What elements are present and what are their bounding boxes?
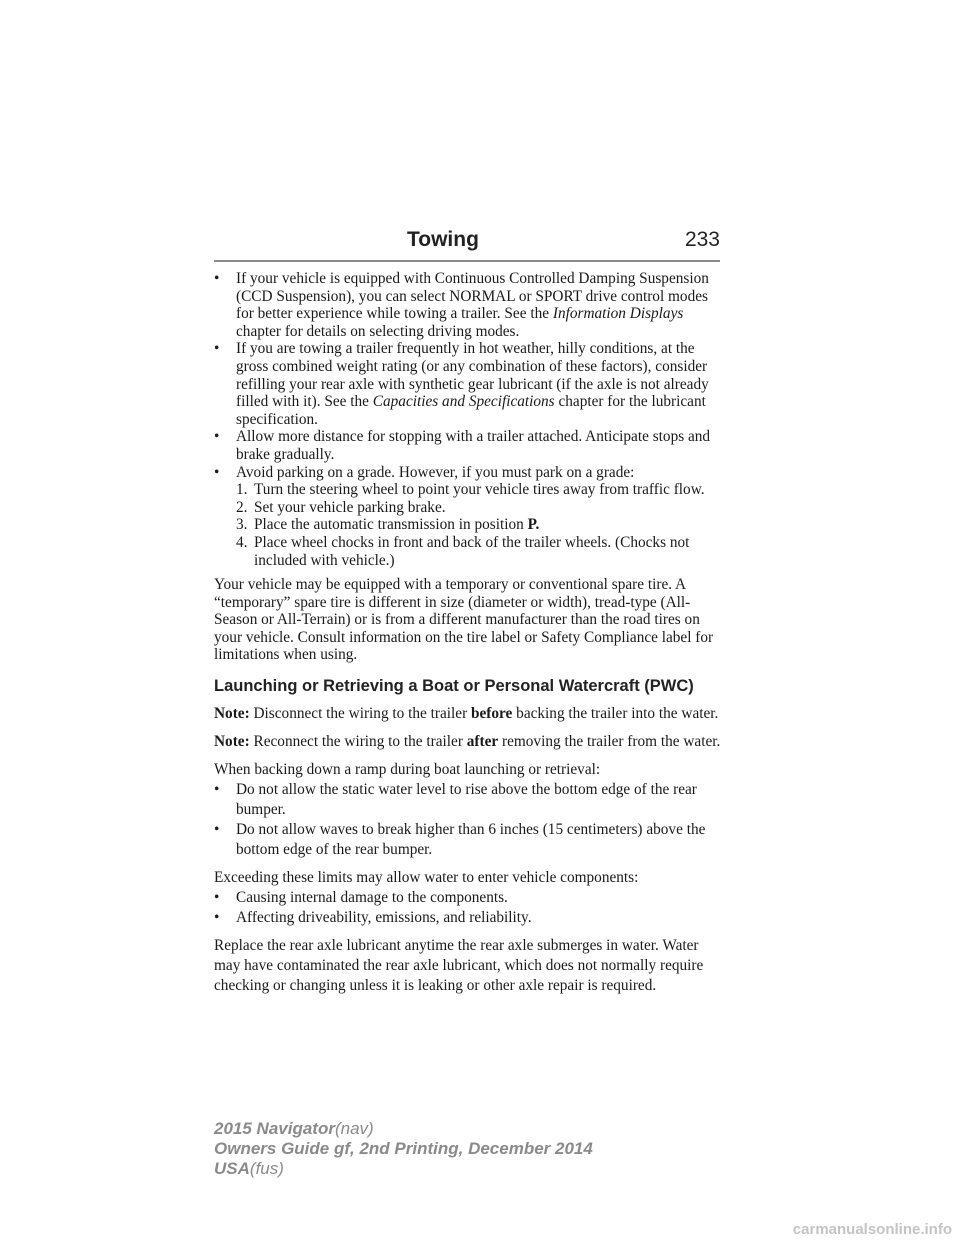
bullet-icon: •	[214, 821, 220, 839]
list-item: • If you are towing a trailer frequently in hot weather, hilly conditions, at the gross combined weight rating (or any combination of these factors), consider refilling your rear axle with synthetic gear lubricant (if the axle is not already filled with it). See the Capacities and Specifications chapter for the lubricant specification.	[214, 340, 709, 428]
page-content	[214, 270, 722, 996]
page-footer	[214, 1119, 593, 1179]
ramp-intro: When backing down a ramp during boat launching or retrieval:	[214, 761, 601, 779]
limits-list	[214, 888, 722, 928]
list-item: • Affecting driveability, emissions, and reliability.	[214, 909, 532, 927]
axle-paragraph: Replace the rear axle lubricant anytime the rear axle submerges in water. Water may have contaminated the rear axle lubricant, which does not normally require checking or changing unless it is leaking or other axle repair is required.	[214, 937, 704, 995]
bullet-icon: •	[214, 463, 220, 481]
footer-market-line: USA(fus)	[214, 1159, 284, 1178]
note-reconnect: Note: Reconnect the wiring to the trailer after removing the trailer from the water.	[214, 733, 721, 751]
list-item: • Avoid parking on a grade. However, if you must park on a grade: 1. Turn the steering wheel to point your vehicle tires away from traffic flow. 2. Set your vehicle parking brake. 3. Place the automatic transmission in position P. 4. Place wheel chocks in front and back of the trailer wheels. (Chocks not included with vehicle.)	[214, 464, 722, 570]
list-item: 1. Turn the steering wheel to point your vehicle tires away from traffic flow.	[236, 481, 705, 499]
limits-intro: Exceeding these limits may allow water to enter vehicle components:	[214, 869, 639, 887]
chapter-reference: Capacities and Specifications	[372, 393, 555, 411]
list-item: • Causing internal damage to the components.	[214, 889, 508, 907]
list-item: 4. Place wheel chocks in front and back of the trailer wheels. (Chocks not included with vehicle.)	[236, 533, 690, 569]
page-number: 233	[684, 228, 720, 251]
bullet-icon: •	[214, 270, 220, 287]
list-item: 3. Place the automatic transmission in position P.	[236, 516, 540, 534]
bullet-icon: •	[214, 781, 220, 799]
note-disconnect: Note: Disconnect the wiring to the trailer before backing the trailer into the water.	[214, 705, 719, 723]
footer-model-line: 2015 Navigator(nav)	[214, 1119, 374, 1138]
page-header	[214, 226, 720, 262]
parking-steps-list	[236, 481, 722, 569]
list-item: • Do not allow the static water level to rise above the bottom edge of the rear bumper.	[214, 781, 697, 819]
bullet-icon: •	[214, 909, 220, 927]
list-item: • Do not allow waves to break higher than 6 inches (15 centimeters) above the bottom edge of the rear bumper.	[214, 821, 706, 859]
chapter-title: Towing	[407, 228, 479, 251]
bullet-icon: •	[214, 340, 220, 358]
watermark: carmanualsonline.info	[792, 1221, 952, 1238]
bullet-icon: •	[214, 428, 220, 446]
section-heading: Launching or Retrieving a Boat or Personal Watercraft (PWC)	[214, 677, 694, 696]
list-item: • Allow more distance for stopping with a trailer attached. Anticipate stops and brake gradually.	[214, 428, 711, 463]
ramp-list	[214, 780, 722, 860]
list-item: • If your vehicle is equipped with Continuous Controlled Damping Suspension (CCD Suspension), you can select NORMAL or SPORT drive control modes for better experience while towing a trailer. See the Information Displays chapter for details on selecting driving modes.	[214, 270, 709, 340]
chapter-reference: Information Displays	[552, 305, 684, 323]
footer-printing-line: Owners Guide gf, 2nd Printing, December 2014	[214, 1139, 593, 1158]
towing-tips-list	[214, 270, 722, 569]
bullet-icon: •	[214, 889, 220, 907]
spare-tire-paragraph: Your vehicle may be equipped with a temporary or conventional spare tire. A “temporary” spare tire is different in size (diameter or width), tread-type (All-Season or All-Terrain) or is from a different manufacturer than the road tires on your vehicle. Consult information on the tire label or Safety Compliance label for limitations when using.	[214, 576, 714, 664]
list-item: 2. Set your vehicle parking brake.	[236, 498, 446, 516]
